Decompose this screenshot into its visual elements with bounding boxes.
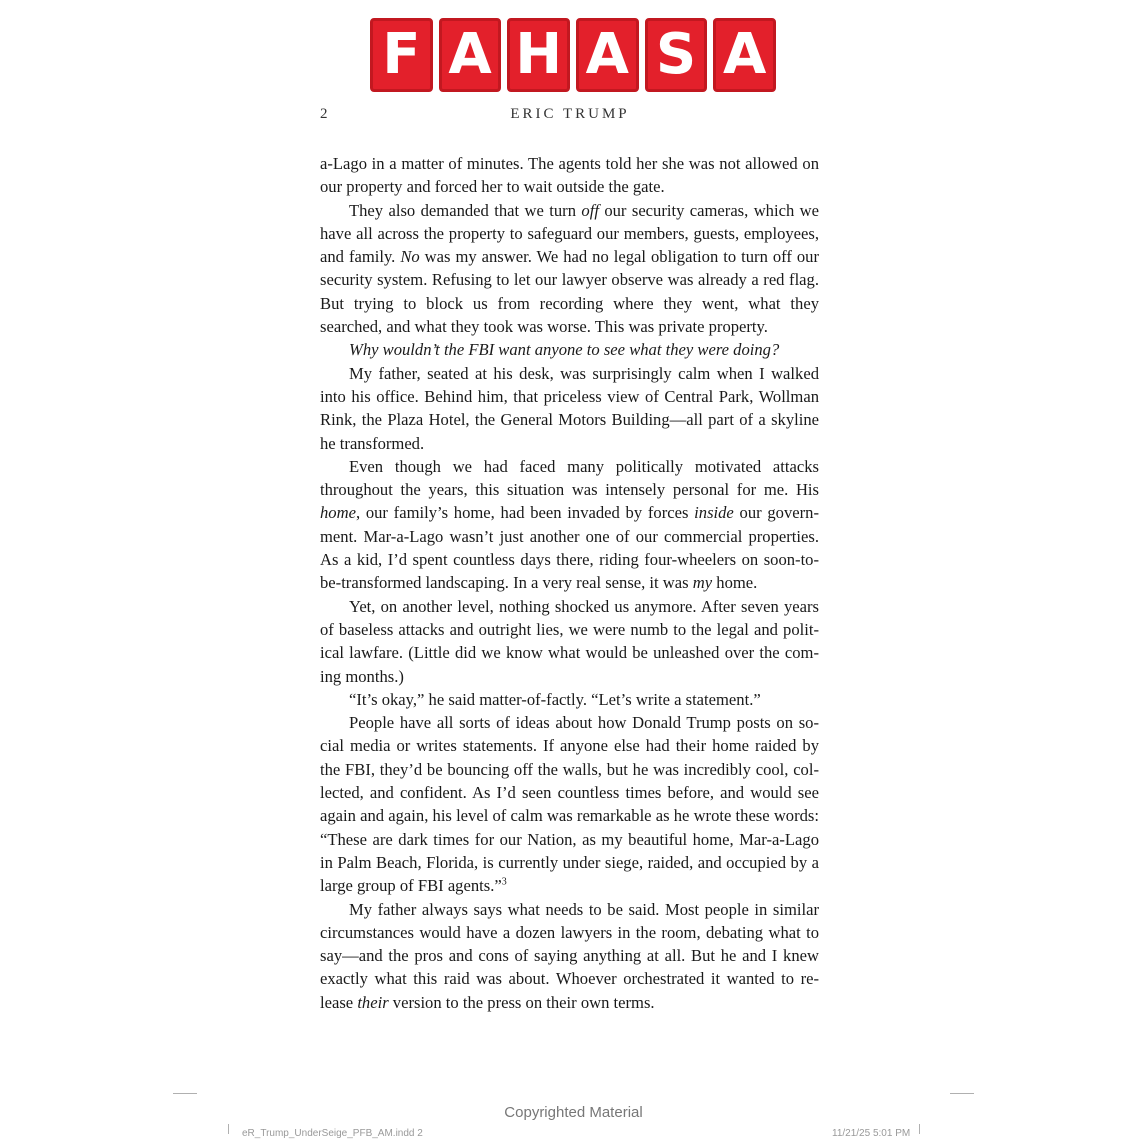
paragraph bbox=[320, 152, 819, 199]
paragraph bbox=[320, 199, 819, 339]
text-run: our government. Mar-a-Lago wasn’t just another one of our commercial properties. As a kid, I’d spent countless days there, riding four-wheelers on soon-to-be-transformed landscaping. In a very real sense, it was bbox=[320, 503, 819, 593]
author-name: ERIC TRUMP bbox=[510, 106, 630, 122]
body-text bbox=[320, 152, 819, 1014]
emphasis-text: No bbox=[400, 247, 420, 267]
text-run: version to the press on their own terms. bbox=[388, 992, 655, 1012]
paragraph bbox=[320, 711, 819, 897]
logo-letter: F bbox=[370, 18, 433, 92]
emphasis-text: home bbox=[320, 503, 356, 523]
emphasis-text: inside bbox=[694, 503, 734, 523]
footnote-ref: 3 bbox=[501, 876, 507, 888]
text-run: My father always says what needs to be said. Most people in similar circumstances would have a dozen lawyers in the room, debating what to say—and the pros and cons of saying anything at all. But he and I knew exactly what this raid was about. Whoever orchestrated it wanted to release bbox=[320, 899, 819, 1012]
text-run: , our family’s home, had been invaded by forces bbox=[355, 503, 695, 523]
text-run: My father, seated at his desk, was surprisingly calm when I walked into his office. Behind him, that priceless view of Central Park, Wollman Rink, the Plaza Hotel, the General Motors Building—all part of a skyline he transformed. bbox=[320, 363, 819, 453]
text-run: was my answer. We had no legal obligation to turn off our security system. Refusing to let our lawyer observe was already a red flag. But trying to block us from recording where they went, what they searched, and what they took was worse. This was private property. bbox=[320, 247, 819, 337]
paragraph bbox=[320, 362, 819, 455]
paragraph bbox=[320, 688, 819, 711]
crop-mark-bottom-right bbox=[919, 1124, 920, 1134]
running-head bbox=[320, 104, 820, 124]
text-run: home. bbox=[712, 573, 758, 593]
copyright-notice: Copyrighted Material bbox=[504, 1104, 643, 1121]
text-run: They also demanded that we turn bbox=[349, 200, 582, 220]
print-slug-date: 11/21/25 5:01 PM bbox=[832, 1128, 911, 1139]
text-run: Even though we had faced many politically motivated attacks throughout the years, this situation was intensely personal for me. His bbox=[320, 456, 819, 500]
crop-mark-right bbox=[950, 1093, 974, 1094]
paragraph bbox=[320, 455, 819, 595]
text-run: People have all sorts of ideas about how Donald Trump posts on social media or writes statements. If anyone else had their home raided by the FBI, they’d be bouncing off the walls, but he was incredibly cool, collected, and confident. As I’d seen countless times before, and would see again and again, his level of calm was remarkable as he wrote these words: “These are dark times for our Nation, as my beautiful home, Mar-a-Lago in Palm Beach, Florida, is currently under siege, raided, and occupied by a large group of FBI agents.” bbox=[320, 713, 819, 896]
logo-letter: A bbox=[576, 18, 639, 92]
page-number: 2 bbox=[320, 106, 331, 122]
text-run: Yet, on another level, nothing shocked us anymore. After seven years of baseless attacks and outright lies, we were numb to the legal and political lawfare. (Little did we know what would be unleashed over the coming months.) bbox=[320, 596, 819, 686]
paragraph bbox=[320, 898, 819, 1014]
emphasis-text: my bbox=[692, 573, 713, 593]
logo-letter: A bbox=[439, 18, 502, 92]
print-slug-file: eR_Trump_UnderSeige_PFB_AM.indd 2 bbox=[242, 1128, 423, 1139]
paragraph bbox=[320, 338, 819, 361]
logo-letter: H bbox=[507, 18, 570, 92]
paragraph bbox=[320, 595, 819, 688]
crop-mark-bottom-left bbox=[228, 1124, 229, 1134]
emphasis-text: their bbox=[357, 992, 389, 1012]
text-run: our security cameras, which we have all across the property to safeguard our members, guests, employees, and family. bbox=[320, 200, 819, 267]
crop-mark-left bbox=[173, 1093, 197, 1094]
text-run: Why wouldn’t the FBI want anyone to see what they were doing? bbox=[349, 340, 780, 360]
text-run: “It’s okay,” he said matter-of-factly. “Let’s write a statement.” bbox=[349, 689, 761, 709]
logo-letter: A bbox=[713, 18, 776, 92]
fahasa-logo bbox=[370, 18, 776, 92]
logo-letter: S bbox=[645, 18, 708, 92]
text-run: a-Lago in a matter of minutes. The agents told her she was not allowed on our property and forced her to wait outside the gate. bbox=[320, 154, 819, 197]
emphasis-text: off bbox=[581, 200, 599, 220]
